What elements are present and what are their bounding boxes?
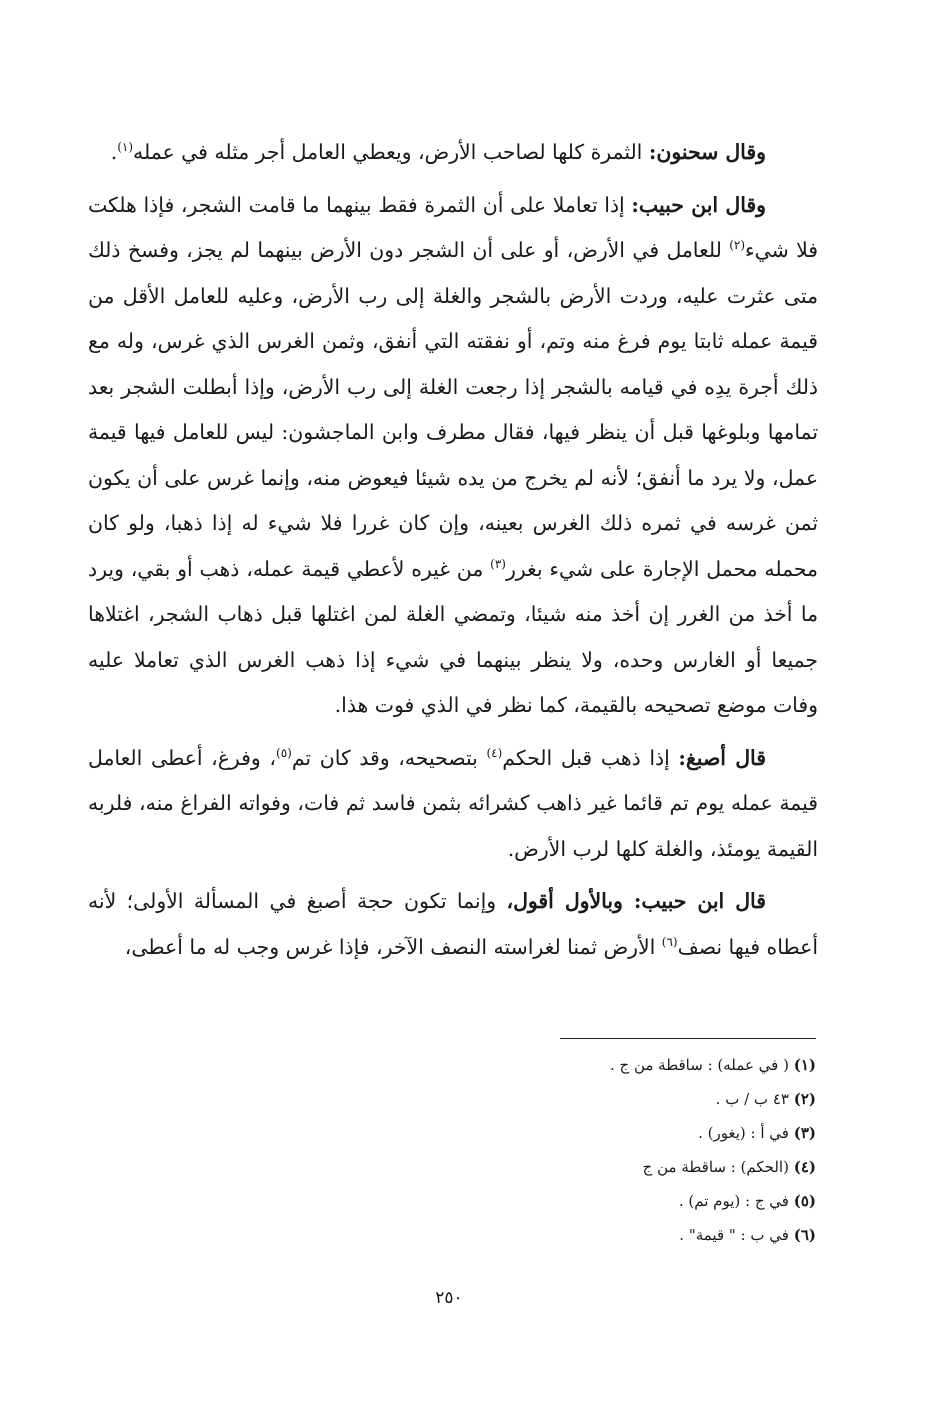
paragraph-text: بتصحيحه، وقد كان تم [291,745,487,770]
footnote-marker: (٥) [276,745,292,760]
footnote-5 [420,1184,816,1218]
paragraph-text: إذا ذهب قبل الحكم [502,745,679,770]
footnote-text: (الحكم) : ساقطة من ج [642,1158,794,1176]
footnote-number: (٤) [793,1158,816,1176]
paragraph-text: إذا تعاملا على أن الثمرة فقط بينهما ما قامت الشجر، فإذا هلكت فلا شيء [88,192,818,262]
footnote-1 [420,1048,816,1082]
paragraph-text: الأرض ثمنا لغراسته النصف الآخر، فإذا غرس وجب له ما أعطى، [124,934,662,959]
paragraph-text: . [110,140,118,164]
speaker-label: وقال سحنون: [648,140,766,164]
footnote-marker: (٢) [729,238,746,253]
page-number: ٢٥٠ [435,1288,463,1308]
footnote-4 [420,1150,816,1184]
footnote-marker: (٣) [490,556,506,571]
paragraph-3 [88,736,818,873]
footnote-marker: (٦) [661,934,678,949]
footnote-number: (٢) [793,1090,816,1108]
paragraph-text: ، وفرغ، أعطى العامل قيمة عمله يوم تم قائما غير ذاهب كشرائه بثمن فاسد ثم فات، وفواته الفراغ منه، فلربه القيمة يومئذ، والغلة كلها لرب الأرض. [88,745,818,861]
footnote-number: (٦) [793,1226,816,1244]
paragraph-text: وإنما تكون حجة أصبغ في المسألة الأولى؛ لأنه أعطاه فيها نصف [88,889,818,959]
paragraph-4 [88,879,818,970]
footnote-text: ٤٣ ب / ب . [715,1090,794,1108]
footnote-3 [420,1116,816,1150]
footnote-number: (٥) [793,1192,816,1210]
footnote-text: ( في عمله) : ساقطة من ج . [609,1056,794,1074]
footnotes [420,1048,816,1252]
paragraph-1 [88,130,818,176]
footnote-marker: (٤) [486,745,503,760]
footnote-number: (١) [793,1056,816,1074]
paragraph-text: من غيره لأعطي قيمة عمله، ذهب أو بقي، ويرد ما أخذ من الغرر إن أخذ منه شيئا، وتمضي الغلة لمن اغتلها قبل ذهاب الشجر، اغتلاها جميعا أو الغارس وحده، ولا ينظر بينهما في شيء إذا ذهب الغرس الذي تعاملا عليه وفات موضع تصحيحه بالقيمة، كما نظر في الذي فوت هذا. [88,556,818,717]
footnote-2 [420,1082,816,1116]
body-text [88,130,818,977]
footnote-separator [560,1038,816,1039]
footnote-text: في ج : (يوم تم) . [678,1192,794,1210]
speaker-label: وقال ابن حبيب: [631,192,766,217]
footnote-text: في أ : (يغور) . [698,1124,794,1142]
paragraph-text: الثمرة كلها لصاحب الأرض، ويعطي العامل أجر مثله في عمله [133,140,649,164]
footnote-number: (٣) [793,1124,816,1142]
paragraph-text: للعامل في الأرض، أو على أن الشجر دون الأرض بينهما لم يجز، وفسخ ذلك متى عثرت عليه، وردت الأرض بالشجر والغلة إلى رب الأرض، وعليه للعامل الأقل من قيمة عمله ثابتا يوم فرغ منه وتم، أو نفقته التي أنفق، وثمن الغرس الذي غرس، وله مع ذلك أجرة يدِه في قيامه بالشجر إذا رجعت الغلة إلى رب الأرض، وإذا أبطلت الشجر بعد تمامها وبلوغها قبل أن ينظر فيها، فقال مطرف وابن الماجشون: ليس للعامل فيها قيمة عمل، ولا يرد ما أنفق؛ لأنه لم يخرج من يده شيئا فيعوض منه، وإنما غرس على أن يكون ثمن غرسه في ثمره ذلك الغرس بعينه، وإن كان غررا فلا شيء له إذا ذهبا، ولو كان محمله محمل الإجارة على شيء بغرر [88,238,818,581]
paragraph-2 [88,183,818,729]
footnote-6 [420,1218,816,1252]
footnote-text: في ب : " قيمة" . [679,1226,794,1244]
footnote-marker: (١) [117,140,134,155]
speaker-label: قال ابن حبيب: وبالأول أقول، [506,889,766,913]
speaker-label: قال أصبغ: [678,745,766,770]
